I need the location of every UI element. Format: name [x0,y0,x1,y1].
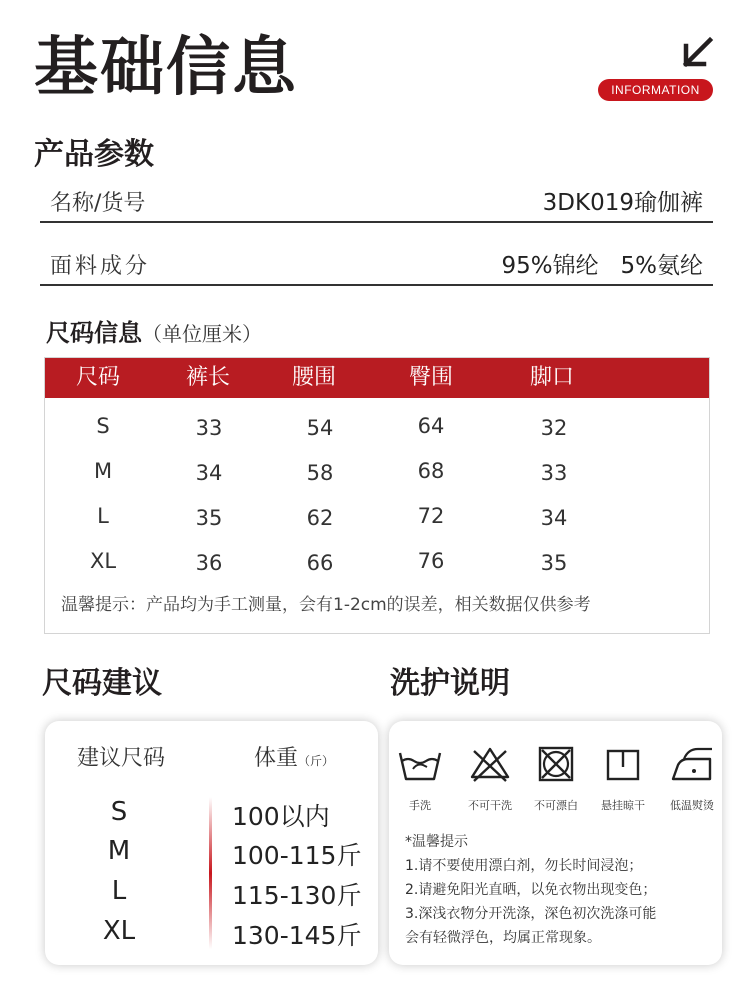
table-cell: 66 [306,551,334,575]
advice-weight-header [254,741,334,772]
care-tip: 会有轻微浮色，均属正常现象。 [405,930,601,946]
advice-size: XL [102,916,136,946]
param-label: 面料成分 [50,254,151,279]
column-header: 裤长 [185,365,230,390]
param-value: 3DK019瑜伽裤 [542,190,703,216]
size-info-title-main: 尺码信息 [46,319,142,347]
care-card [389,721,722,965]
table-cell: 36 [195,551,223,575]
advice-weight: 100-115斤 [232,841,362,870]
advice-divider [209,797,212,949]
care-tip-title: *温馨提示 [405,834,468,850]
size-table-header [45,358,709,398]
table-cell: 33 [195,416,223,440]
low-iron-icon [670,745,716,785]
care-tip: 2.请避免阳光直晒，以免衣物出现变色； [405,882,657,898]
advice-weight: 130-145斤 [232,921,362,950]
table-cell: 58 [306,461,334,485]
table-cell: M [93,459,113,483]
care-label: 不可漂白 [534,799,578,812]
table-cell: 33 [540,461,568,485]
param-value: 95%锦纶 5%氨纶 [501,253,703,279]
hand-wash-icon [397,745,443,785]
no-bleach-icon [533,745,579,785]
advice-size: S [110,797,128,827]
page-title: 基础信息 [34,31,298,105]
table-cell: S [96,414,110,438]
advice-size: L [111,876,127,906]
size-advice-card [45,721,378,965]
care-title: 洗护说明 [390,666,510,701]
care-label: 悬挂晾干 [601,799,645,812]
weight-header-label: 体重 [254,746,299,771]
table-cell: 62 [306,506,334,530]
table-cell: 64 [417,414,445,438]
column-header: 脚口 [529,365,574,390]
care-label: 低温熨烫 [670,799,714,812]
size-table [44,357,710,634]
arrow-down-left-icon [680,36,714,70]
table-cell: L [97,504,109,528]
column-header: 尺码 [75,365,120,390]
table-cell: 35 [540,551,568,575]
care-tip: 3.深浅衣物分开洗涤，深色初次洗涤可能 [405,906,657,922]
weight-unit: （斤） [298,754,335,768]
param-row [40,183,713,223]
table-cell: 68 [417,459,445,483]
care-label: 不可干洗 [468,799,512,812]
care-label: 手洗 [409,799,431,812]
param-row [40,246,713,286]
param-label: 名称/货号 [50,191,146,216]
table-cell: 54 [306,416,334,440]
table-cell: 34 [540,506,568,530]
size-advice-title: 尺码建议 [42,666,162,701]
table-cell: 34 [195,461,223,485]
advice-size: M [107,836,131,866]
advice-weight: 100以内 [232,802,330,831]
column-header: 臀围 [408,365,453,390]
table-cell: 32 [540,416,568,440]
no-dry-clean-icon [467,745,513,785]
table-cell: 72 [417,504,445,528]
care-tip: 1.请不要使用漂白剂，勿长时间浸泡； [405,858,643,874]
hang-dry-icon [600,745,646,785]
table-cell: 35 [195,506,223,530]
information-badge: INFORMATION [598,79,713,101]
column-header: 腰围 [291,365,336,390]
advice-size-header: 建议尺码 [77,746,166,771]
params-title: 产品参数 [34,137,154,172]
advice-weight: 115-130斤 [232,881,362,910]
table-cell: XL [89,549,117,573]
size-info-title [46,316,262,353]
table-cell: 76 [417,549,445,573]
size-info-unit: （单位厘米） [142,322,262,346]
size-table-tip: 温馨提示：产品均为手工测量，会有1-2cm的误差，相关数据仅供参考 [61,595,591,615]
